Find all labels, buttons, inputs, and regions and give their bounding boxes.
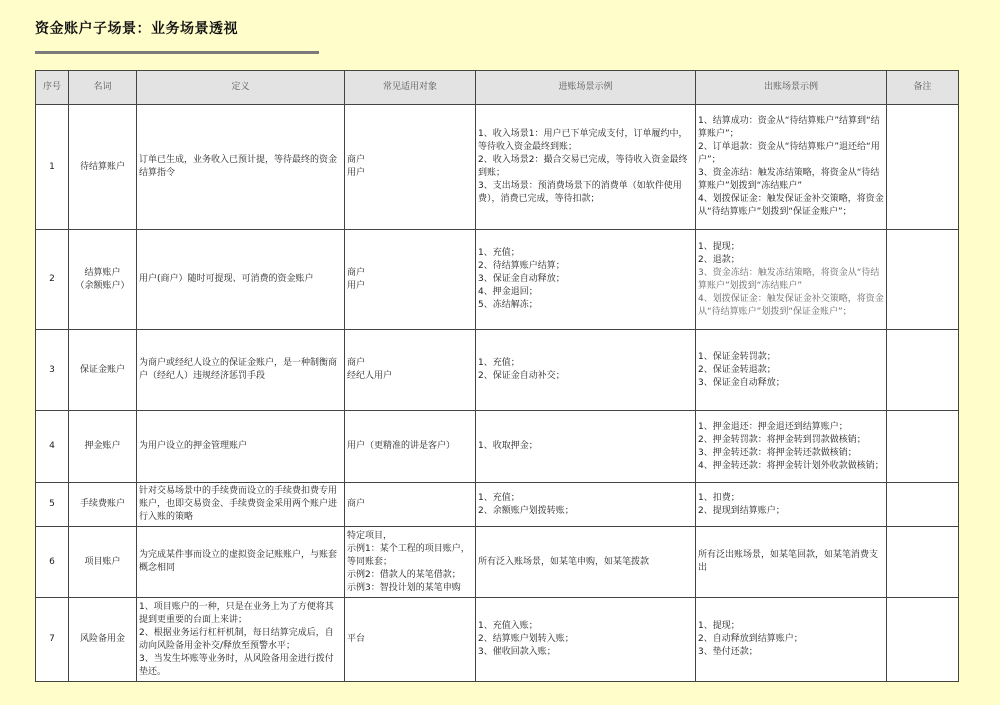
cell-inflow: 所有泛入账场景，如某笔申购，如某笔拨款 [476, 527, 696, 598]
cell-name: 结算账户 （余额账户） [69, 230, 137, 330]
header-definition: 定义 [137, 71, 345, 105]
cell-inflow: 1、充值； 2、待结算账户结算； 3、保证金自动释放； 4、押金退回； 5、冻结解冻； [476, 230, 696, 330]
cell-definition: 为商户或经纪人设立的保证金账户，是一种制衡商户（经纪人）违规经济惩罚手段 [137, 330, 345, 411]
cell-inflow: 1、充值； 2、保证金自动补交； [476, 330, 696, 411]
header-row [36, 71, 959, 105]
cell-outflow: 1、提现； 2、退款； 3、资金冻结：触发冻结策略，将资金从“待结算账户”划拨到“冻结账户” 4、划拨保证金：触发保证金补交策略，将资金从“待结算账户”划拨到“保证金账户”； [696, 230, 887, 330]
cell-applicable: 商户 [345, 483, 476, 527]
cell-name: 待结算账户 [69, 105, 137, 230]
cell-inflow: 1、收入场景1：用户已下单完成支付，订单履约中，等待收入资金最终到账； 2、收入场景2：撮合交易已完成，等待收入资金最终到账； 3、支出场景：预消费场景下的消费单（如软件使用费），消费已完成，等待扣款； [476, 105, 696, 230]
cell-seq: 3 [36, 330, 69, 411]
table-row [36, 483, 959, 527]
cell-definition: 针对交易场景中的手续费而设立的手续费扣费专用账户，也即交易资金、手续费资金采用两个账户进行入账的策略 [137, 483, 345, 527]
title-divider [35, 51, 319, 54]
cell-remark [887, 483, 959, 527]
cell-name: 手续费账户 [69, 483, 137, 527]
table-row [36, 598, 959, 682]
cell-outflow: 1、押金退还：押金退还到结算账户； 2、押金转罚款：将押金转到罚款做核销； 3、押金转还款：将押金转还款做核销； 4、押金转还款：将押金转计划外收款做核销； [696, 411, 887, 483]
cell-name: 风险备用金 [69, 598, 137, 682]
cell-remark [887, 330, 959, 411]
header-seq: 序号 [36, 71, 69, 105]
cell-inflow: 1、收取押金； [476, 411, 696, 483]
cell-definition: 为完成某件事而设立的虚拟资金记账账户，与账套概念相同 [137, 527, 345, 598]
cell-applicable: 商户 用户 [345, 230, 476, 330]
table-row [36, 230, 959, 330]
header-inflow: 进账场景示例 [476, 71, 696, 105]
cell-remark [887, 230, 959, 330]
table-row [36, 527, 959, 598]
header-outflow: 出账场景示例 [696, 71, 887, 105]
cell-definition: 1、项目账户的一种，只是在业务上为了方便将其提到更重要的台面上来讲； 2、根据业务运行杠杆机制，每日结算完成后，自动向风险备用金补交/释放至预警水平； 3、当发生坏账等业务时，从风险备用金进行拨付垫还。 [137, 598, 345, 682]
cell-seq: 4 [36, 411, 69, 483]
cell-remark [887, 411, 959, 483]
cell-name: 保证金账户 [69, 330, 137, 411]
cell-outflow: 1、扣费； 2、提现到结算账户； [696, 483, 887, 527]
cell-applicable: 商户 用户 [345, 105, 476, 230]
cell-definition: 为用户设立的押金管理账户 [137, 411, 345, 483]
cell-remark [887, 527, 959, 598]
cell-name: 项目账户 [69, 527, 137, 598]
cell-seq: 1 [36, 105, 69, 230]
header-remark: 备注 [887, 71, 959, 105]
cell-outflow: 1、结算成功：资金从“待结算账户”结算到“结算账户”； 2、订单退款：资金从“待结算账户”退还给“用户”； 3、资金冻结：触发冻结策略，将资金从“待结算账户”划拨到“冻结账户” 4、划拨保证金：触发保证金补交策略，将资金从“待结算账户”划拨到“保证金账户”； [696, 105, 887, 230]
cell-seq: 2 [36, 230, 69, 330]
cell-remark [887, 105, 959, 230]
account-scenario-table [35, 70, 959, 682]
cell-inflow: 1、充值； 2、余额账户划拨转账； [476, 483, 696, 527]
header-applicable: 常见适用对象 [345, 71, 476, 105]
table-row [36, 330, 959, 411]
page-title: 资金账户子场景：业务场景透视 [35, 21, 238, 37]
cell-inflow: 1、充值入账； 2、结算账户划转入账； 3、催收回款入账； [476, 598, 696, 682]
table-row [36, 105, 959, 230]
cell-seq: 6 [36, 527, 69, 598]
cell-outflow: 1、保证金转罚款； 2、保证金转退款； 3、保证金自动释放； [696, 330, 887, 411]
cell-seq: 5 [36, 483, 69, 527]
cell-remark [887, 598, 959, 682]
cell-name: 押金账户 [69, 411, 137, 483]
cell-applicable: 特定项目， 示例1：某个工程的项目账户，等同账套； 示例2：借款人的某笔借款； 示例3：智投计划的某笔申购 [345, 527, 476, 598]
cell-outflow: 1、提现； 2、自动释放到结算账户； 3、垫付还款； [696, 598, 887, 682]
cell-outflow: 所有泛出账场景，如某笔回款，如某笔消费支出 [696, 527, 887, 598]
cell-definition: 订单已生成，业务收入已预计提，等待最终的资金结算指令 [137, 105, 345, 230]
header-name: 名词 [69, 71, 137, 105]
cell-applicable: 商户 经纪人用户 [345, 330, 476, 411]
cell-applicable: 平台 [345, 598, 476, 682]
cell-definition: 用户(商户）随时可提现、可消费的资金账户 [137, 230, 345, 330]
table-row [36, 411, 959, 483]
cell-applicable: 用户（更精准的讲是客户） [345, 411, 476, 483]
cell-seq: 7 [36, 598, 69, 682]
